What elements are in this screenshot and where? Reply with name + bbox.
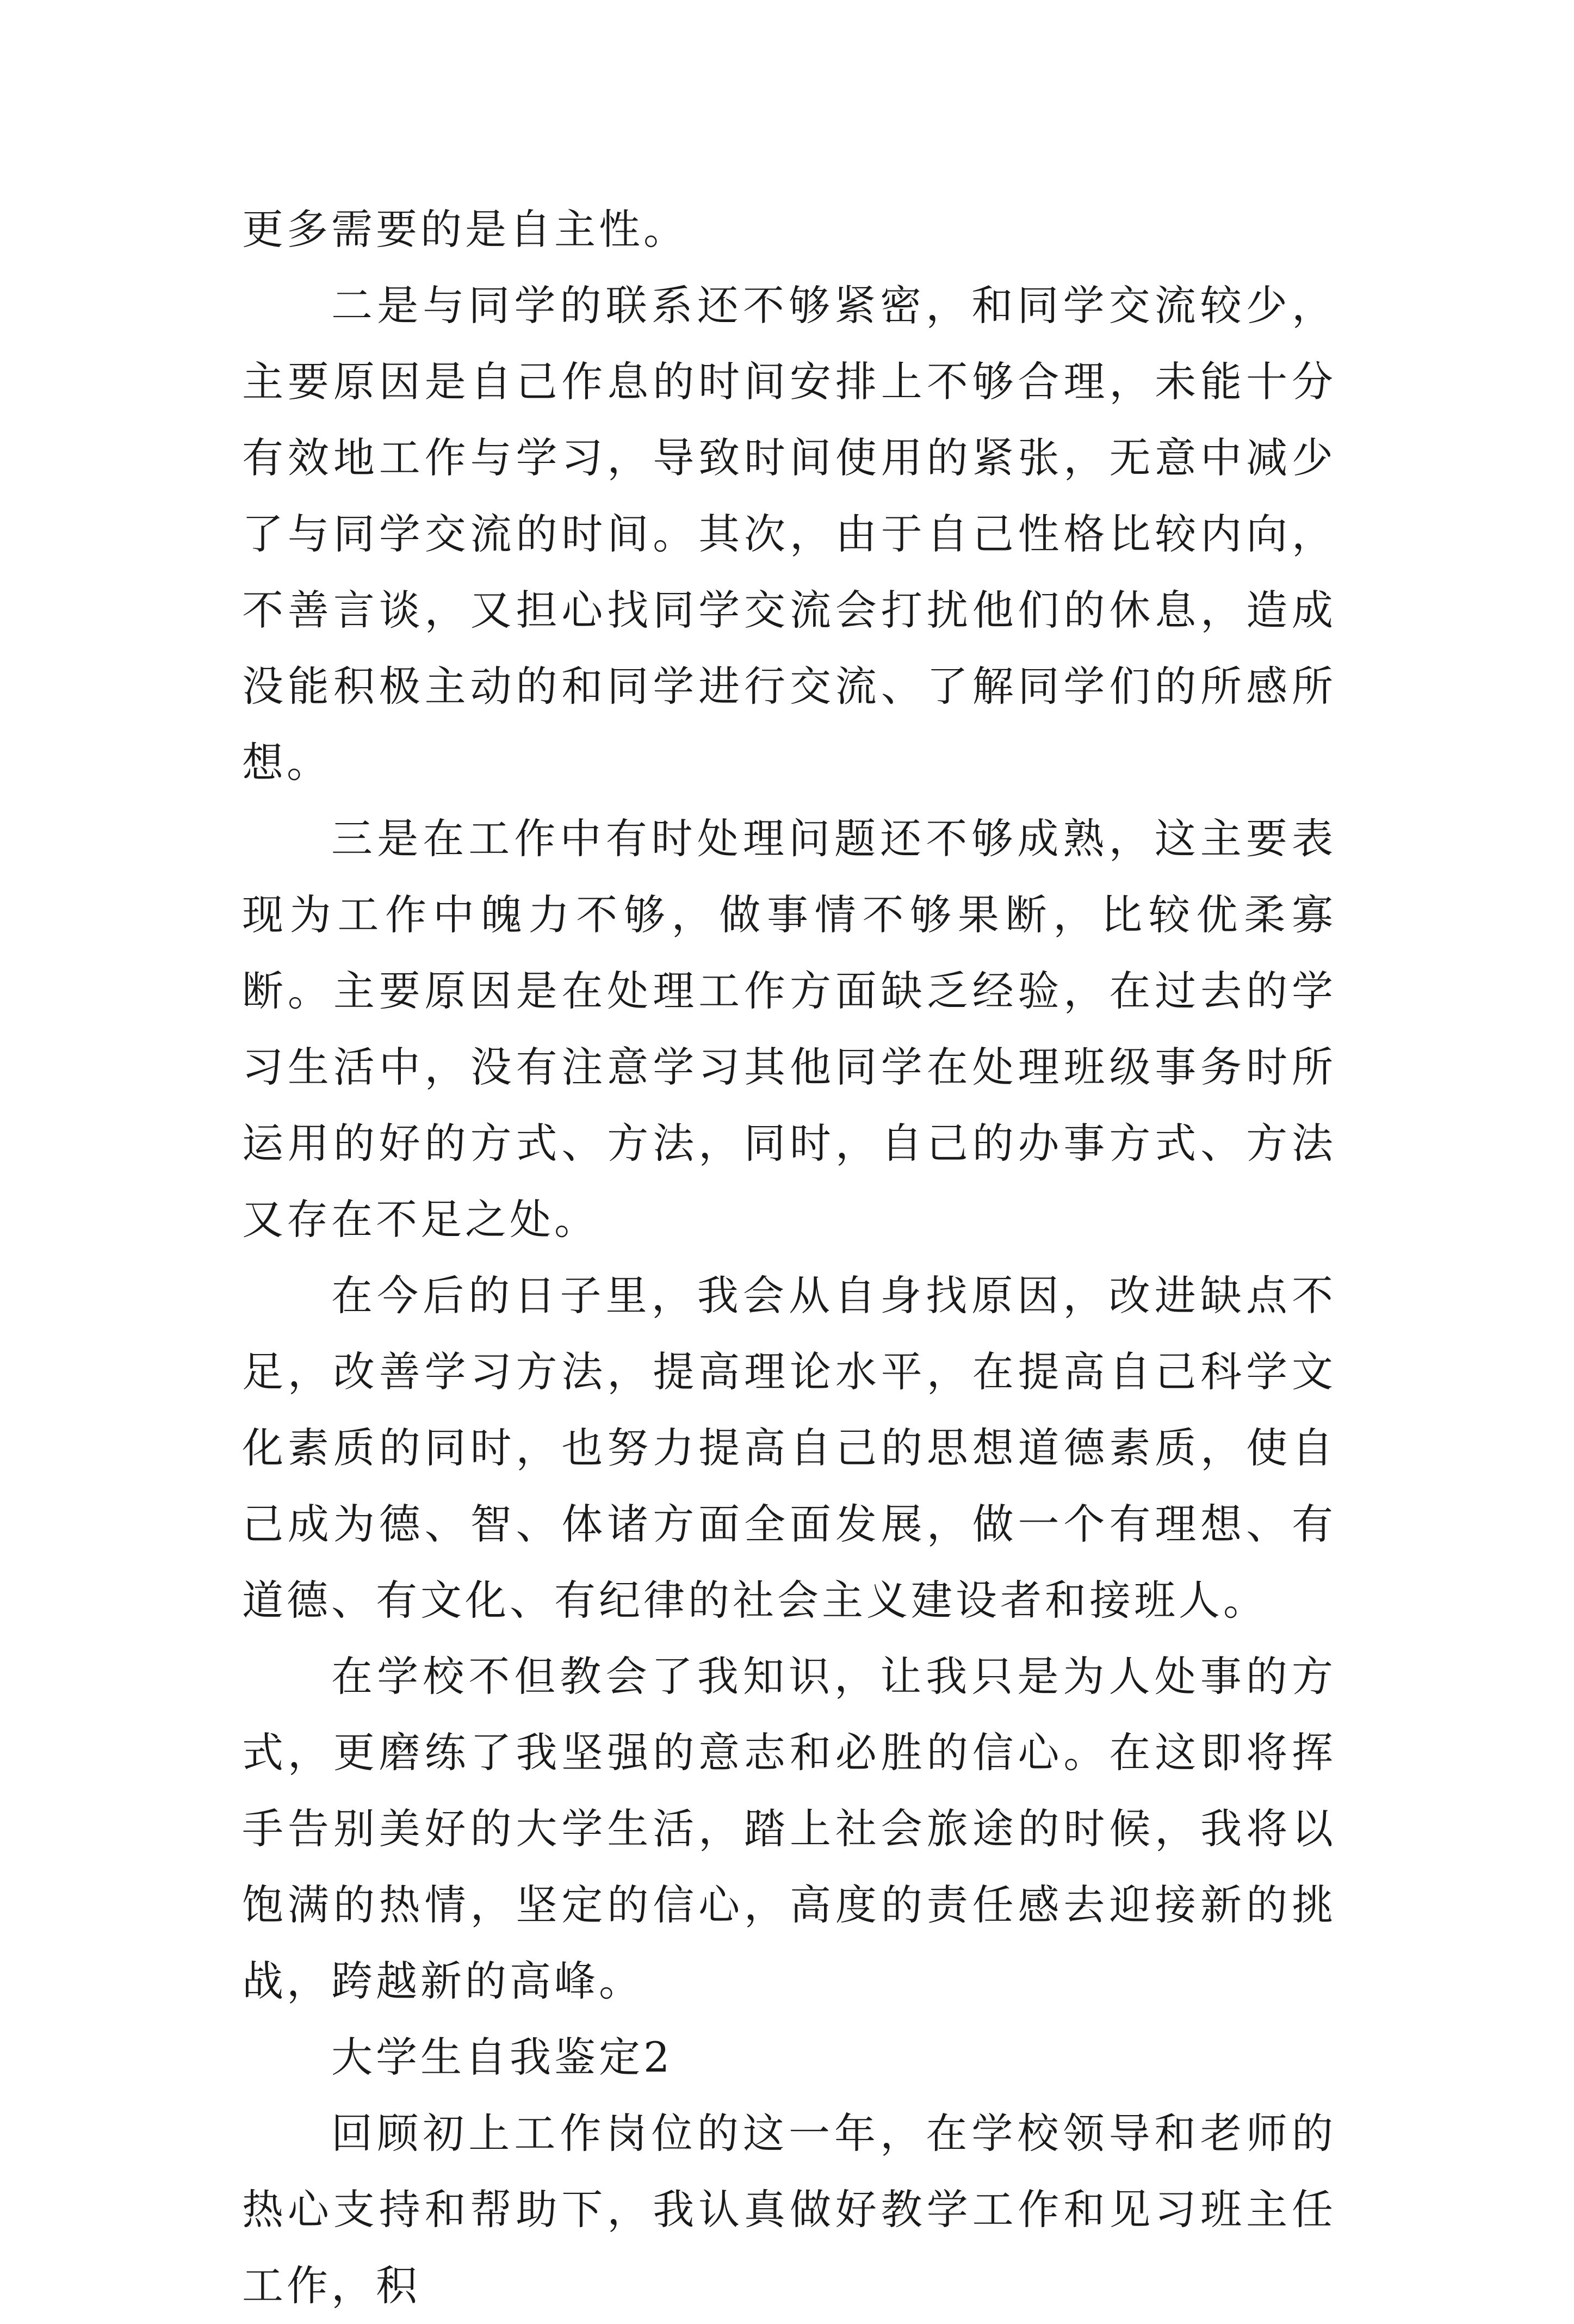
paragraph-work-review: 回顾初上工作岗位的这一年，在学校领导和老师的热心支持和帮助下，我认真做好教学工作和见习班主任工作，积 [242, 2109, 1336, 2310]
paragraph-continuation: 更多需要的是自主性。 [242, 205, 688, 254]
section-heading: 大学生自我鉴定2 [331, 2033, 673, 2081]
paragraph-future-plans: 在今后的日子里，我会从自身找原因，改进缺点不足，改善学习方法，提高理论水平，在提高自己科学文化素质的同时，也努力提高自己的思想道德素质，使自己成为德、智、体诸方面全面发展，做一个有理想、有道德、有文化、有纪律的社会主义建设者和接班人。 [242, 1271, 1336, 1624]
document-body [242, 191, 1336, 2324]
paragraph-school-gains: 在学校不但教会了我知识，让我只是为人处事的方式，更磨练了我坚强的意志和必胜的信心。在这即将挥手告别美好的大学生活，踏上社会旅途的时候，我将以饱满的热情，坚定的信心，高度的责任感去迎接新的挑战，跨越新的高峰。 [242, 1652, 1336, 2005]
paragraph-work-maturity: 三是在工作中有时处理问题还不够成熟，这主要表现为工作中魄力不够，做事情不够果断，比较优柔寡断。主要原因是在处理工作方面缺乏经验，在过去的学习生活中，没有注意学习其他同学在处理班级事务时所运用的好的方式、方法，同时，自己的办事方式、方法又存在不足之处。 [242, 814, 1336, 1244]
paragraph-peer-communication: 二是与同学的联系还不够紧密，和同学交流较少，主要原因是自己作息的时间安排上不够合理，未能十分有效地工作与学习，导致时间使用的紧张，无意中减少了与同学交流的时间。其次，由于自己性格比较内向，不善言谈，又担心找同学交流会打扰他们的休息，造成没能积极主动的和同学进行交流、了解同学们的所感所想。 [242, 281, 1336, 787]
